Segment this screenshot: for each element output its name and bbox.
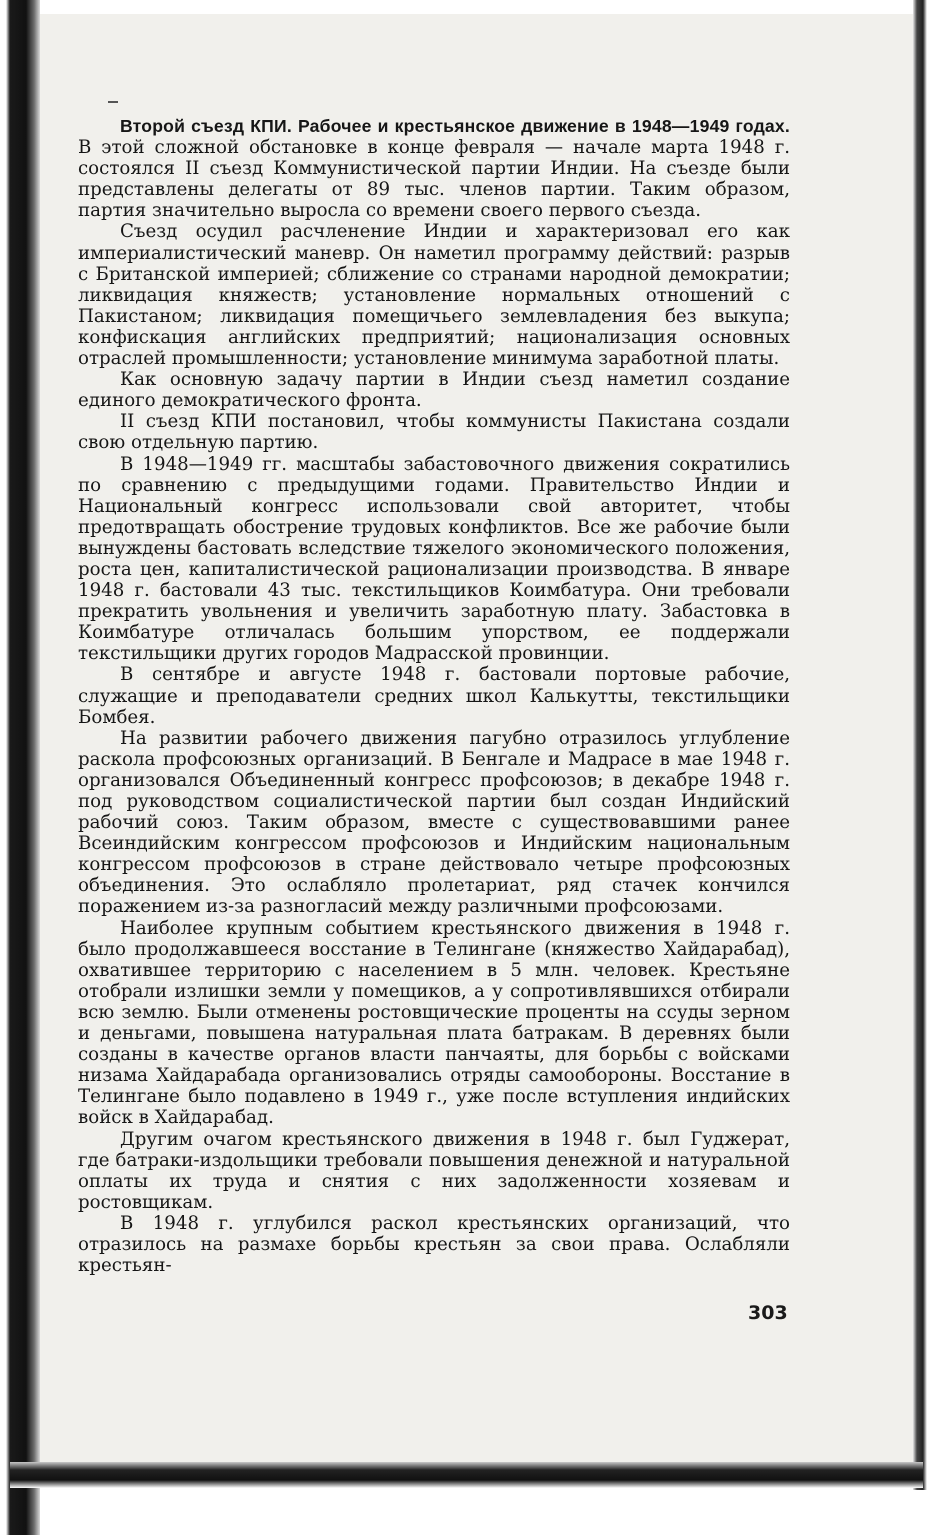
section-heading: Второй съезд КПИ. Рабочее и крестьянское движение в 1948—1949 годах. [120, 116, 790, 136]
page-number: 303 [748, 1302, 788, 1324]
dash-mark [108, 101, 118, 103]
paragraph: В сентябре и августе 1948 г. бастовали портовые рабочие, служащие и преподаватели средних школ Калькутты, текстильщики Бомбея. [78, 664, 790, 728]
paragraph: Как основную задачу партии в Индии съезд наметил создание единого демократического фронта. [78, 369, 790, 412]
scan-edge-left [0, 0, 40, 1535]
paragraph: На развитии рабочего движения пагубно отразилось углубление раскола профсоюзных организаций. В Бенгале и Мадрасе в мае 1948 г. организовался Объединенный конгресс профсоюзов; в декабре 1948 г. под руководством социалистической партии был создан Индийский рабочий союз. Таким образом, вместе с существовавшими ранее Всеиндийским конгрессом профсоюзов и Индийским национальным конгрессом профсоюзов в стране действовало четыре профсоюзных объединения. Это ослабляло пролетариат, ряд стачек кончился поражением из-за разногласий между различными профсоюзами. [78, 727, 790, 918]
paragraph-heading [78, 116, 790, 221]
paragraph: Наиболее крупным событием крестьянского движения в 1948 г. было продолжавшееся восстание в Телингане (княжество Хайдарабад), охватившее территорию с населением в 5 млн. человек. Крестьяне отобрали излишки земли у помещиков, а у сопротивлявшихся отбирали всю землю. Были отменены ростовщические проценты на ссуды зерном и деньгами, повышена натуральная плата батракам. В деревнях были созданы в качестве органов власти панчаяты, для борьбы с войсками низама Хайдарабада организовались отряды самообороны. Восстание в Телингане было подавлено в 1949 г., уже после вступления индийских войск в Хайдарабад. [78, 917, 790, 1129]
paragraph: Съезд осудил расчленение Индии и характеризовал его как империалистический маневр. Он наметил программу действий: разрыв с Британской империей; сближение со странами народной демократии; ликвидация княжеств; установление нормальных отношений с Пакистаном; ликвидация помещичьего землевладения без выкупа; конфискация английских предприятий; национализация основных отраслей промышленности; установление минимума заработной платы. [78, 221, 790, 370]
scan-edge-right [913, 0, 933, 1490]
paragraph: Другим очагом крестьянского движения в 1948 г. был Гуджерат, где батраки-издольщики требовали повышения денежной и натуральной оплаты их труда и снятия с них задолженности хозяевам и ростовщикам. [78, 1128, 790, 1213]
scan-edge-bottom [10, 1462, 923, 1488]
paragraph-text: В этой сложной обстановке в конце февраля — начале марта 1948 г. состоялся II съезд Коммунистической партии Индии. На съезде были представлены делегаты от 89 тыс. членов партии. Таким образом, партия значительно выросла со времени своего первого съезда. [78, 137, 790, 222]
paragraph: В 1948—1949 гг. масштабы забастовочного движения сократились по сравнению с предыдущими годами. Правительство Индии и Национальный конгресс использовали свой авторитет, чтобы предотвращать обострение трудовых конфликтов. Все же рабочие были вынуждены бастовать вследствие тяжелого экономического положения, роста цен, капиталистической рационализации производства. В январе 1948 г. бастовали 43 тыс. текстильщиков Коимбатура. Они требовали прекратить увольнения и увеличить заработную плату. Забастовка в Коимбатуре отличалась большим упорством, ее поддержали текстильщики других городов Мадрасской провинции. [78, 453, 790, 665]
paragraph: II съезд КПИ постановил, чтобы коммунисты Пакистана создали свою отдельную партию. [78, 411, 790, 454]
paragraph: В 1948 г. углубился раскол крестьянских организаций, что отразилось на размахе борьбы крестьян за свои права. Ослабляли крестьян- [78, 1212, 790, 1277]
body-text [78, 116, 790, 1276]
